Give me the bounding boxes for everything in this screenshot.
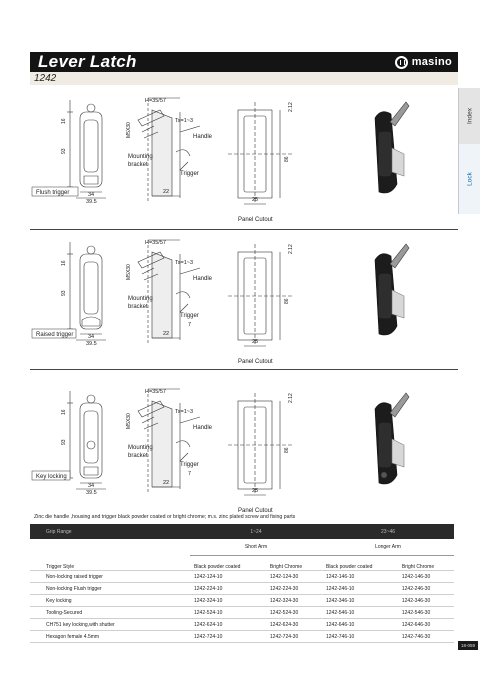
table-row xyxy=(30,595,454,607)
drawing-section-key xyxy=(30,383,458,515)
part-number-cell: 1242-624-30 xyxy=(266,619,322,631)
dim-label: 16 xyxy=(61,409,67,415)
dim-label: 25 xyxy=(252,197,259,203)
grip-range-2: 23~46 xyxy=(322,524,454,539)
dim-label: Handle xyxy=(193,276,213,282)
ordering-table xyxy=(30,524,454,643)
drawing-section-flush xyxy=(30,92,458,224)
part-number-cell: 1242-546-10 xyxy=(322,607,398,619)
dim-label: 7 xyxy=(188,471,192,477)
part-number-cell: 1242-346-30 xyxy=(398,595,454,607)
part-number-cell: 1242-646-30 xyxy=(398,619,454,631)
dim-label: M5X30 xyxy=(126,122,132,138)
page-title: Lever Latch xyxy=(38,52,137,71)
section-divider xyxy=(30,229,458,230)
part-number-cell: 1242-324-10 xyxy=(190,595,266,607)
brand-name: masino xyxy=(411,56,452,68)
header-bar xyxy=(30,52,458,72)
trigger-style-label: Raised trigger xyxy=(36,332,74,338)
part-number-cell: 1242-224-10 xyxy=(190,583,266,595)
dim-label: 25 xyxy=(252,339,259,345)
grip-range-label: Grip Range xyxy=(30,524,190,539)
panel-cutout-label: Panel Cutout xyxy=(238,217,273,223)
dim-label: M5X30 xyxy=(126,264,132,280)
dim-label: 39.5 xyxy=(86,341,97,347)
table-row xyxy=(30,571,454,583)
table-row xyxy=(30,619,454,631)
dim-label: Trigger xyxy=(180,313,199,319)
tab-lock[interactable] xyxy=(458,144,480,214)
trigger-style-cell: Tooling-Secured xyxy=(30,607,190,619)
dim-label: 93 xyxy=(61,290,67,296)
dim-label: Trigger xyxy=(180,171,199,177)
col-black-header: Black powder coated xyxy=(190,556,266,571)
part-number-cell: 1242-224-30 xyxy=(266,583,322,595)
dim-label: Ts=1~3 xyxy=(175,409,194,415)
panel-cutout-label: Panel Cutout xyxy=(238,508,273,514)
dim-label: 86 xyxy=(284,447,290,453)
part-number-cell: 1242-746-30 xyxy=(398,631,454,643)
dim-label: H=35/57 xyxy=(145,389,166,395)
table-row xyxy=(30,607,454,619)
grip-range-row xyxy=(30,524,454,539)
dim-label: 22 xyxy=(163,189,170,195)
table-row xyxy=(30,583,454,595)
part-number-cell: 1242-624-10 xyxy=(190,619,266,631)
dim-label: 22 xyxy=(163,480,170,486)
dim-label: Ts=1~3 xyxy=(175,260,194,266)
dim-label: 86 xyxy=(284,156,290,162)
tab-index-label: Index xyxy=(466,108,474,124)
dim-label: Handle xyxy=(193,425,213,431)
dim-label: bracket xyxy=(128,162,148,168)
part-number-cell: 1242-646-10 xyxy=(322,619,398,631)
dim-label: 86 xyxy=(284,298,290,304)
dim-label: Trigger xyxy=(180,462,199,468)
dim-label: H=35/57 xyxy=(145,240,166,246)
part-number-cell: 1242-124-10 xyxy=(190,571,266,583)
dim-label: 2.12 xyxy=(288,244,294,254)
dim-label: bracket xyxy=(128,304,148,310)
dim-label: H=35/57 xyxy=(145,98,166,104)
part-number-cell: 1242-346-10 xyxy=(322,595,398,607)
brand-logo xyxy=(395,54,452,70)
trigger-style-cell: Non-locking Flush trigger xyxy=(30,583,190,595)
panel-cutout-label: Panel Cutout xyxy=(238,359,273,365)
col-black-header: Black powder coated xyxy=(322,556,398,571)
dim-label: 16 xyxy=(61,118,67,124)
dim-label: 34 xyxy=(88,334,95,340)
column-header-row xyxy=(30,556,454,571)
dim-label: 2.12 xyxy=(288,393,294,403)
dim-label: 7 xyxy=(188,322,192,328)
dim-label: Ts=1~3 xyxy=(175,118,194,124)
col-chrome-header: Bright Chrome xyxy=(398,556,454,571)
trigger-style-header: Trigger Style xyxy=(30,556,190,571)
short-arm-header: Short Arm xyxy=(190,539,322,556)
model-bar xyxy=(30,72,458,85)
dim-label: 2.12 xyxy=(288,102,294,112)
material-note: Zinc die handle ,housing and trigger black powder coated or bright chrome; m.s. zinc plated screw and fixing parts xyxy=(34,514,296,520)
dim-label: 25 xyxy=(252,488,259,494)
drawing-section-raised xyxy=(30,234,458,366)
part-number-cell: 1242-524-10 xyxy=(190,607,266,619)
table-row xyxy=(30,631,454,643)
trigger-style-cell: CH751 key locking,with shutter xyxy=(30,619,190,631)
dim-label: 39.5 xyxy=(86,490,97,496)
dim-label: 39.5 xyxy=(86,199,97,205)
dim-label: 22 xyxy=(163,331,170,337)
technical-drawing xyxy=(30,92,458,227)
section-divider xyxy=(30,369,458,370)
dim-label: M5X30 xyxy=(126,413,132,429)
part-number-cell: 1242-146-30 xyxy=(398,571,454,583)
part-number-cell: 1242-724-10 xyxy=(190,631,266,643)
tab-lock-label: Lock xyxy=(466,172,474,186)
technical-drawing xyxy=(30,234,458,369)
longer-arm-header: Longer Arm xyxy=(322,539,454,556)
masino-logo-icon xyxy=(395,56,408,69)
dim-label: bracket xyxy=(128,453,148,459)
trigger-style-label: Key locking xyxy=(36,474,67,480)
dim-label: 16 xyxy=(61,260,67,266)
arm-row xyxy=(30,539,454,556)
grip-range-1: 1~24 xyxy=(190,524,322,539)
tab-index[interactable] xyxy=(458,88,480,144)
col-chrome-header: Bright Chrome xyxy=(266,556,322,571)
part-number-cell: 1242-724-30 xyxy=(266,631,322,643)
part-number-cell: 1242-746-10 xyxy=(322,631,398,643)
dim-label: Mounting xyxy=(128,296,153,302)
part-number-cell: 1242-146-10 xyxy=(322,571,398,583)
dim-label: Mounting xyxy=(128,154,153,160)
part-number-cell: 1242-246-30 xyxy=(398,583,454,595)
trigger-style-cell: Hexagon female 4.5mm xyxy=(30,631,190,643)
dim-label: Mounting xyxy=(128,445,153,451)
part-number-cell: 1242-124-30 xyxy=(266,571,322,583)
trigger-style-cell: Key locking xyxy=(30,595,190,607)
part-number-cell: 1242-524-30 xyxy=(266,607,322,619)
page-number: 18-059 xyxy=(458,641,478,650)
part-number-cell: 1242-546-30 xyxy=(398,607,454,619)
dim-label: 34 xyxy=(88,192,95,198)
trigger-style-label: Flush trigger xyxy=(36,190,70,196)
technical-drawing xyxy=(30,383,458,518)
dim-label: 34 xyxy=(88,483,95,489)
trigger-style-cell: Non-locking raised trigger xyxy=(30,571,190,583)
part-number-cell: 1242-246-10 xyxy=(322,583,398,595)
part-number-cell: 1242-324-30 xyxy=(266,595,322,607)
dim-label: 93 xyxy=(61,439,67,445)
model-number: 1242 xyxy=(34,73,57,84)
dim-label: 93 xyxy=(61,148,67,154)
dim-label: Handle xyxy=(193,134,213,140)
